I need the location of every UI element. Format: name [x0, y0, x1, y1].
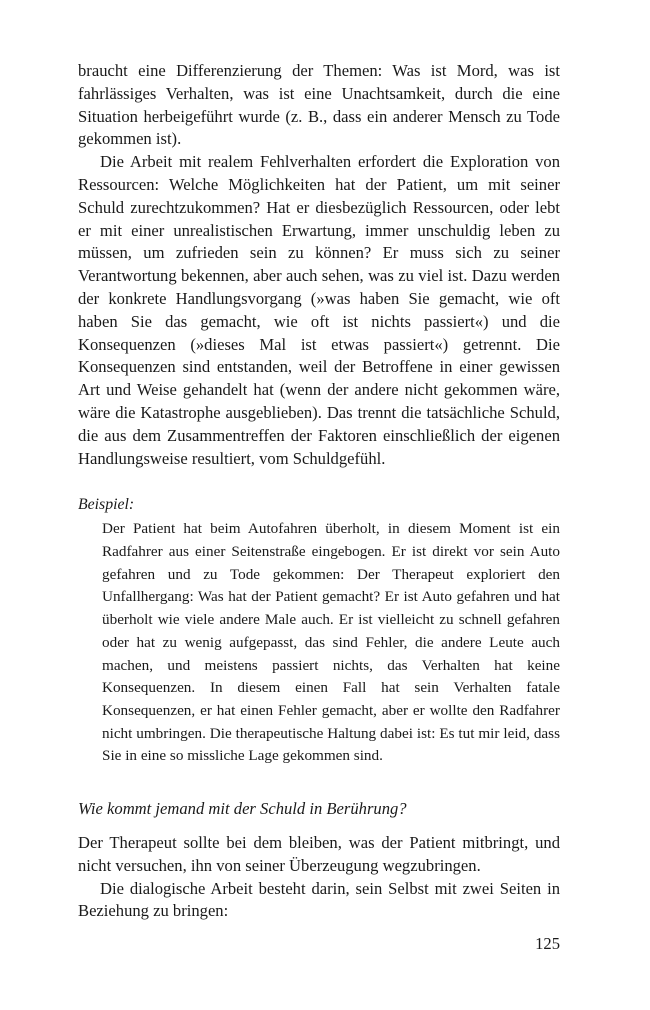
section-heading: Wie kommt jemand mit der Schuld in Berührung? [78, 799, 407, 819]
paragraph-continuation: braucht eine Differenzierung der Themen: Was ist Mord, was ist fahrlässiges Verhalten, was ist eine Unachtsamkeit, durch die eine Situation herbeigeführt wurde (z. B., dass ein anderer Mensch zu Tode gekommen ist). [78, 61, 560, 149]
example-label: Beispiel: [78, 496, 135, 514]
body-text-top [78, 60, 560, 470]
example-text: Der Patient hat beim Autofahren überholt, in diesem Moment ist ein Radfahrer aus einer Seitenstraße eingebogen. Er ist direkt vor sein Auto gefahren und zu Tode gekommen: Der Therapeut exploriert den Unfallhergang: Was hat der Patient gemacht? Er ist Auto gefahren und hat überholt wie viele andere Male auch. Er ist vielleicht zu schnell gefahren oder hat zu wenig aufgepasst, das sind Fehler, die andere Leute auch machen, und meistens passiert nichts, das Verhalten hat keine Konsequenzen. In diesem einen Fall hat sein Verhalten fatale Konsequenzen, er hat einen Fehler gemacht, aber er wollte den Radfahrer nicht umbringen. Die therapeutische Haltung dabei ist: Es tut mir leid, dass Sie in eine so missliche Lage gekommen sind. [102, 520, 560, 765]
paragraph-dialogic: Die dialogische Arbeit besteht darin, sein Selbst mit zwei Seiten in Beziehung zu bringen: [78, 878, 560, 921]
page-content [78, 60, 560, 923]
body-text-bottom [78, 832, 560, 923]
paragraph-resources: Die Arbeit mit realem Fehlverhalten erfordert die Exploration von Ressourcen: Welche Möglichkeiten hat der Patient, um mit seiner Schuld zurechtzukommen? Hat er diesbezüglich Ressourcen, oder lebt er mit einer unrealistischen Erwartung, immer unschuldig leben zu müssen, um zufrieden sein zu können? Er muss sich zu seiner Verantwortung bekennen, aber auch sehen, was zu viel ist. Dazu werden der konkrete Handlungsvorgang (»was haben Sie gemacht, wie oft haben Sie das gemacht, wie oft ist nichts passiert«) und die Konsequenzen (»dieses Mal ist etwas passiert«) getrennt. Die Konsequenzen sind entstanden, weil der Betroffene in einer gewissen Art und Weise gehandelt hat (wenn der andere nicht gekommen wäre, wäre die Katastrophe ausgeblieben). Das trennt die tatsächliche Schuld, die aus dem Zusammentreffen der Faktoren einschließlich der eigenen Handlungsweise resultiert, vom Schuldgefühl. [78, 152, 560, 468]
page-number: 125 [535, 934, 560, 953]
paragraph-therapist: Der Therapeut sollte bei dem bleiben, was der Patient mitbringt, und nicht versuchen, ihn von seiner Überzeugung wegzubringen. [78, 833, 560, 875]
